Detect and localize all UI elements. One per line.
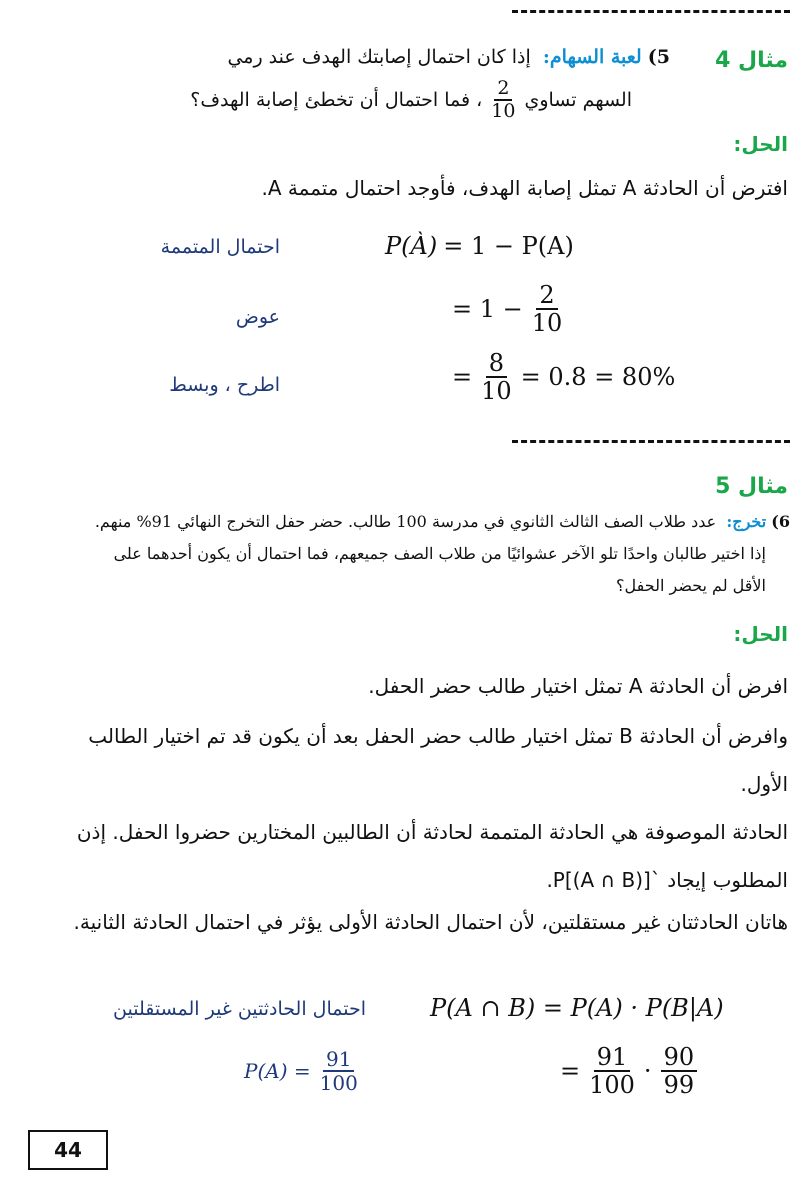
math-text: P(A ∩ B) = P(A) · P(B|A)	[430, 994, 724, 1022]
page-number: 44	[28, 1130, 108, 1170]
math-text: ·	[643, 1057, 652, 1086]
example-heading: مثال 4	[715, 48, 788, 73]
numerator: 91	[323, 1048, 354, 1072]
divider	[512, 10, 790, 13]
problem-text: إذا اختير طالبان واحدًا تلو الآخر عشوائيًا من طلاب الصف جميعهم، فما احتمال أن يكون أحدهما على	[113, 544, 766, 563]
solution-text: المطلوب إيجاد `[(A ∩ B)]P.	[546, 868, 788, 892]
step-note: عوض	[235, 306, 280, 328]
fraction	[589, 1044, 635, 1099]
problem-text: ، فما احتمال أن تخطئ إصابة الهدف؟	[190, 88, 483, 111]
equation	[452, 350, 675, 405]
step-note: احتمال المتممة	[160, 236, 280, 258]
problem-text: السهم تساوي	[524, 88, 632, 111]
solution-text: الأول.	[740, 772, 788, 796]
fraction	[320, 1048, 358, 1094]
denominator: 10	[531, 309, 563, 338]
problem-line	[227, 46, 670, 68]
step-note: احتمال الحادثتين غير المستقلتين	[113, 998, 366, 1020]
equation	[385, 232, 574, 260]
solution-text: هاتان الحادثتان غير مستقلتين، لأن احتمال الحادثة الأولى يؤثر في احتمال الحادثة الثانية.	[73, 910, 788, 934]
fraction	[481, 350, 512, 405]
denominator: 10	[491, 99, 516, 122]
solution-label: الحل:	[733, 622, 788, 646]
denominator: 100	[319, 1071, 358, 1095]
equation	[430, 994, 724, 1022]
numerator: 2	[494, 78, 512, 101]
math-text: P(A) =	[244, 1059, 311, 1083]
solution-text: الحادثة الموصوفة هي الحادثة المتممة لحادثة أن الطالبين المختارين حضروا الحفل. إذن	[76, 820, 788, 844]
problem-number: 5)	[647, 46, 670, 68]
problem-text: إذا كان احتمال إصابتك الهدف عند رمي	[227, 46, 531, 68]
numerator: 91	[594, 1044, 631, 1072]
fraction	[532, 282, 563, 337]
numerator: 8	[486, 350, 507, 378]
problem-line	[190, 78, 632, 122]
divider	[512, 440, 790, 443]
numerator: 90	[661, 1044, 698, 1072]
problem-line	[95, 512, 790, 531]
equation	[244, 1048, 361, 1094]
problem-label: لعبة السهام:	[542, 46, 642, 68]
fraction	[491, 78, 515, 122]
step-note: اطرح ، وبسط	[169, 374, 280, 396]
equation	[452, 282, 565, 337]
solution-text: وافرض أن الحادثة B تمثل اختيار طالب حضر الحفل بعد أن يكون قد تم اختيار الطالب	[88, 724, 788, 748]
math-lhs: P(À)	[385, 232, 438, 260]
solution-text: افرض أن الحادثة A تمثل اختيار طالب حضر الحفل.	[368, 674, 788, 698]
solution-label: الحل:	[733, 132, 788, 156]
math-rhs: = 1 − P(A)	[443, 232, 574, 260]
problem-text: الأقل لم يحضر الحفل؟	[616, 576, 766, 595]
problem-text: عدد طلاب الصف الثالث الثانوي في مدرسة 100 طالب. حضر حفل التخرج النهائي 91% منهم.	[94, 512, 717, 531]
denominator: 10	[481, 377, 512, 406]
math-text: = 0.8 = 80%	[520, 363, 676, 392]
solution-text: افترض أن الحادثة A تمثل إصابة الهدف، فأوجد احتمال متممة A.	[261, 176, 788, 200]
problem-label: تخرج:	[726, 512, 767, 531]
denominator: 100	[589, 1071, 635, 1100]
math-text: = 1 −	[452, 295, 523, 324]
fraction	[661, 1044, 698, 1099]
numerator: 2	[536, 282, 557, 310]
problem-number: 6)	[771, 512, 790, 531]
math-text: =	[452, 363, 473, 392]
example-heading: مثال 5	[715, 474, 788, 499]
denominator: 99	[663, 1071, 695, 1100]
math-text: =	[560, 1057, 581, 1086]
equation	[560, 1044, 700, 1099]
